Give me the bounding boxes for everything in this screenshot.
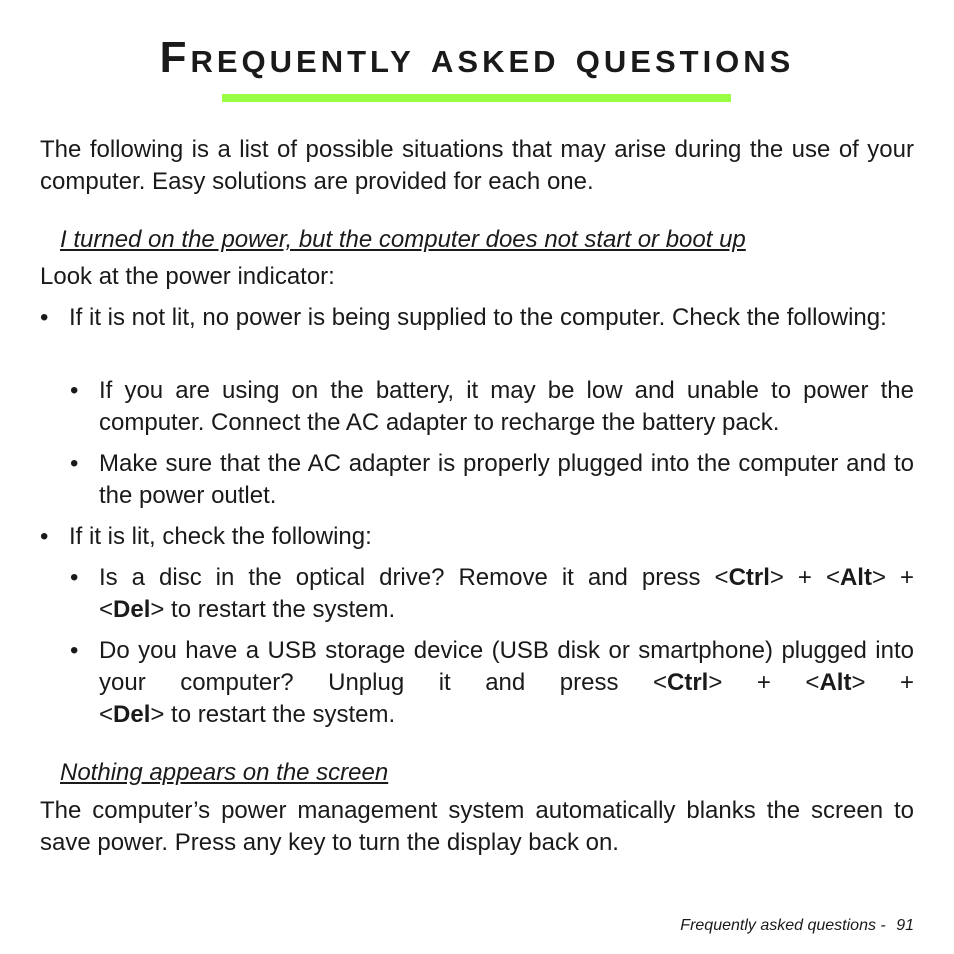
list-item: If it is lit, check the following: xyxy=(69,523,372,550)
sub-list-item xyxy=(99,562,914,626)
page-footer xyxy=(680,916,914,936)
key-bracket: < xyxy=(99,596,114,623)
key-bracket: < xyxy=(99,701,114,728)
section-heading-screen: Nothing appears on the screen xyxy=(60,759,389,786)
page-title: Frequently asked questions xyxy=(159,33,795,82)
section-lead: Look at the power indicator: xyxy=(40,263,335,290)
sub-list-item: If you are using on the battery, it may be low and unable to power the computer. Connect the AC adapter to recharge the battery pack. xyxy=(99,377,914,436)
title-underline-bar xyxy=(222,94,731,102)
item-text: Do you have a USB storage device (USB disk or smartphone) plugged into your computer? Unplug it and press < xyxy=(99,637,914,696)
sub-list-item: Make sure that the AC adapter is properly plugged into the computer and to the power outlet. xyxy=(99,450,914,509)
key-del: Del xyxy=(113,701,151,728)
key-alt: Alt xyxy=(839,564,872,591)
key-ctrl: Ctrl xyxy=(667,669,709,696)
page-number: 91 xyxy=(896,917,914,934)
key-separator: > + < xyxy=(708,669,820,696)
section-body: The computer’s power management system automatically blanks the screen to save power. Press any key to turn the display back on. xyxy=(40,797,914,856)
key-separator: > + xyxy=(851,669,915,696)
key-separator: > + xyxy=(871,564,914,591)
bullet-marker: • xyxy=(70,637,79,664)
key-del: Del xyxy=(113,596,151,623)
list-item: If it is not lit, no power is being supplied to the computer. Check the following: xyxy=(69,304,887,331)
key-ctrl: Ctrl xyxy=(728,564,770,591)
bullet-marker: • xyxy=(70,564,79,591)
section-heading-power: I turned on the power, but the computer does not start or boot up xyxy=(60,226,746,253)
bullet-marker: • xyxy=(70,377,79,404)
intro-paragraph: The following is a list of possible situations that may arise during the use of your computer. Easy solutions are provided for each one. xyxy=(40,136,914,195)
item-text: > to restart the system. xyxy=(150,701,396,728)
bullet-marker: • xyxy=(40,523,49,550)
key-alt: Alt xyxy=(819,669,852,696)
footer-label: Frequently asked questions - xyxy=(680,917,886,934)
bullet-marker: • xyxy=(40,304,49,331)
sub-list-item xyxy=(99,635,914,731)
bullet-marker: • xyxy=(70,450,79,477)
key-separator: > + < xyxy=(769,564,840,591)
item-text: > to restart the system. xyxy=(150,596,396,623)
item-text: Is a disc in the optical drive? Remove it and press < xyxy=(99,564,729,591)
